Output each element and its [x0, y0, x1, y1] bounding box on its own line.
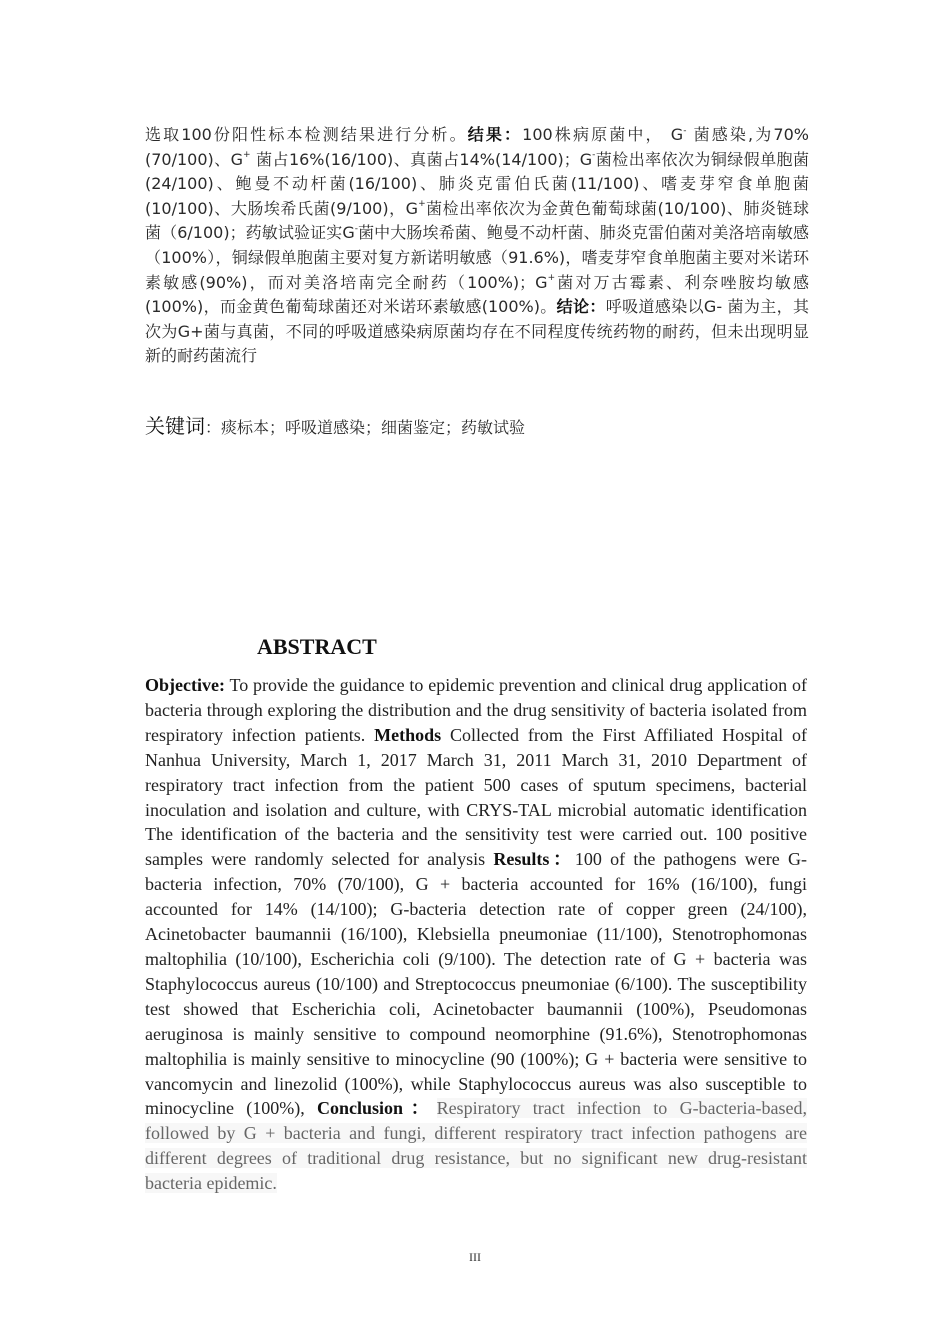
results-text: 100 of the pathogens were G-bacteria infection, 70% (70/100), G + bacteria accounted for 16% (16/100), fungi accounted for 14% (14/100); G-bacteria detection rate of copper green (24/100), Acinetobacter baumannii (16/100), Klebsiella pneumoniae (11/100), Stenotrophomonas maltophilia (10/100), Escherichia coli (9/100). The detection rate of G + bacteria was Staphylococcus aureus (10/100) and Streptococcus pneumoniae (6/100). The susceptibility test showed that Escherichia coli, Acinetobacter baumannii (100%), Pseudomonas aeruginosa is mainly sensitive to compound neomorphine (91.6%), Stenotrophomonas maltophilia is mainly sensitive to minocycline (90 (100%); G + bacteria were sensitive to vancomycin and linezolid (100%), while Staphylococcus aureus was also susceptible to minocycline (100%), [145, 849, 808, 1119]
conclusion-label: Conclusion： [317, 1098, 437, 1119]
cn-conclusion-label: 结论： [556, 297, 606, 317]
cn-sup-plus: + [243, 150, 251, 161]
cn-sup-minus: - [592, 150, 596, 161]
english-abstract-paragraph [145, 673, 807, 1196]
abstract-heading: ABSTRACT [257, 634, 377, 659]
results-label: Results： [493, 849, 575, 870]
cn-text-8: 菌对万古霉素、利奈唑胺均敏感(100%)，而金黄色葡萄球菌还对米诺环素敏感(100%)。 [145, 272, 809, 317]
cn-text-6: 菌检出率依次为金黄色葡萄球菌(10/100)、肺炎链球菌（6/100)；药敏试验证实G [145, 198, 809, 243]
objective-label: Objective: [145, 675, 225, 695]
cn-sup-minus: - [354, 224, 358, 235]
cn-text-3: 菌感染,为70%(70/100)、G [145, 125, 809, 169]
cn-text-9: 呼吸道感染以G- 菌为主，其次为G+菌与真菌，不同的呼吸道感染病原菌均存在不同程度传统药物的耐药，但未出现明显新的耐药菌流行 [145, 297, 809, 366]
keywords-line [145, 410, 809, 439]
cn-sup-plus: + [547, 273, 556, 284]
cn-results-label: 结果： [467, 125, 523, 144]
page-number: III [469, 1250, 481, 1264]
cn-sup-minus: - [683, 125, 687, 136]
methods-label: Methods [374, 724, 442, 745]
cn-text-7: 菌中大肠埃希菌、鲍曼不动杆菌、肺炎克雷伯菌对美洛培南敏感（100%），铜绿假单胞菌主要对复方新诺明敏感（91.6%)，嗜麦芽窄食单胞菌主要对米诺环素敏感(90%)，而对美洛培南完全耐药（100%)；G [145, 223, 809, 292]
cn-text-4: 菌占16%(16/100)、真菌占14%(14/100)；G [250, 149, 593, 169]
objective-text: To provide the guidance to epidemic prevention and clinical drug application of bacteria through exploring the distribution and the drug sensitivity of bacteria isolated from respiratory infection patients. [145, 675, 807, 745]
cn-text-2: 100株病原菌中， G [522, 125, 684, 144]
keywords-text: ：痰标本；呼吸道感染；细菌鉴定；药敏试验 [205, 418, 526, 437]
cn-text-5: 菌检出率依次为铜绿假单胞菌(24/100)、鲍曼不动杆菌(16/100)、肺炎克雷伯氏菌(11/100)、嗜麦芽窄食单胞菌(10/100)、大肠埃希氏菌(9/100)，G [145, 149, 809, 218]
methods-text: Collected from the First Affiliated Hospital of Nanhua University, March 1, 2017 March 31, 2011 March 31, 2010 Department of respiratory tract infection from the patient 500 cases of sputum specimens, bacterial inoculation and isolation and culture, with CRYS-TAL microbial automatic identification The identification of the bacteria and the sensitivity test were carried out. 100 positive samples were randomly selected for analysis [145, 724, 808, 870]
cn-sup-plus: + [418, 199, 426, 210]
keywords-label: 关键词 [145, 414, 205, 438]
cn-text-1: 选取100份阳性标本检测结果进行分析。 [145, 125, 468, 144]
conclusion-text: Respiratory tract infection to G-bacteria-based, followed by G + bacteria and fungi, different respiratory tract infection pathogens are different degrees of traditional drug resistance, but no significant new drug-resistant bacteria epidemic. [145, 1098, 807, 1194]
chinese-abstract-paragraph [145, 123, 809, 369]
